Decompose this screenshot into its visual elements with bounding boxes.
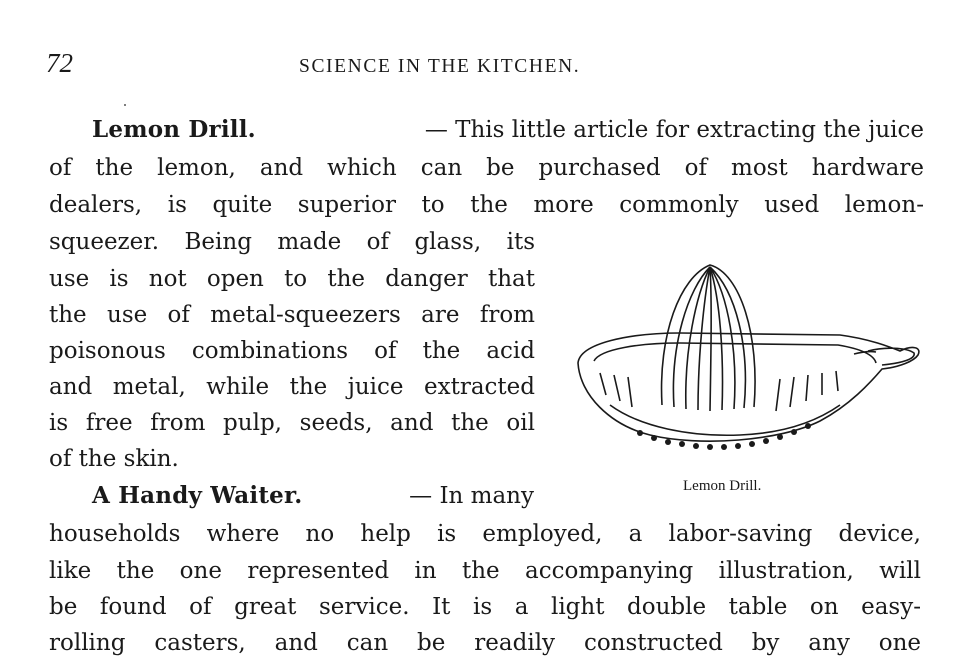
paragraph-line [92, 478, 534, 514]
print-speck [124, 104, 126, 106]
paragraph-line: like the one represented in the accompanying illustration, will [49, 558, 921, 584]
running-title: SCIENCE IN THE KITCHEN. [299, 56, 581, 77]
paragraph-line: poisonous combinations of the acid [49, 338, 535, 364]
text-line: — This little article for extracting the juice [424, 117, 924, 143]
paragraph-line: of the skin. [49, 446, 179, 472]
lemon-drill-illustration-icon [570, 255, 930, 470]
handy-waiter-heading: A Handy Waiter. [92, 482, 303, 509]
paragraph-line: rolling casters, and can be readily constructed by any one [49, 630, 921, 656]
paragraph-line: be found of great service. It is a light double table on easy- [49, 594, 921, 620]
paragraph-line: squeezer. Being made of glass, its [49, 229, 535, 255]
text-line: — In many [409, 483, 534, 509]
paragraph-line: households where no help is employed, a labor-saving device, [49, 521, 921, 547]
figure-caption: Lemon Drill. [683, 478, 762, 494]
lemon-drill-heading: Lemon Drill. [92, 116, 256, 143]
paragraph-line: is free from pulp, seeds, and the oil [49, 410, 535, 436]
page-number: 72 [46, 48, 73, 78]
paragraph-line: and metal, while the juice extracted [49, 374, 535, 400]
paragraph-line: of the lemon, and which can be purchased of most hardware [49, 155, 924, 181]
paragraph-line: the use of metal-squeezers are from [49, 302, 535, 328]
paragraph-line: use is not open to the danger that [49, 266, 535, 292]
lemon-drill-figure [570, 255, 930, 470]
paragraph-line [92, 112, 924, 148]
paragraph-line: dealers, is quite superior to the more commonly used lemon- [49, 192, 924, 218]
